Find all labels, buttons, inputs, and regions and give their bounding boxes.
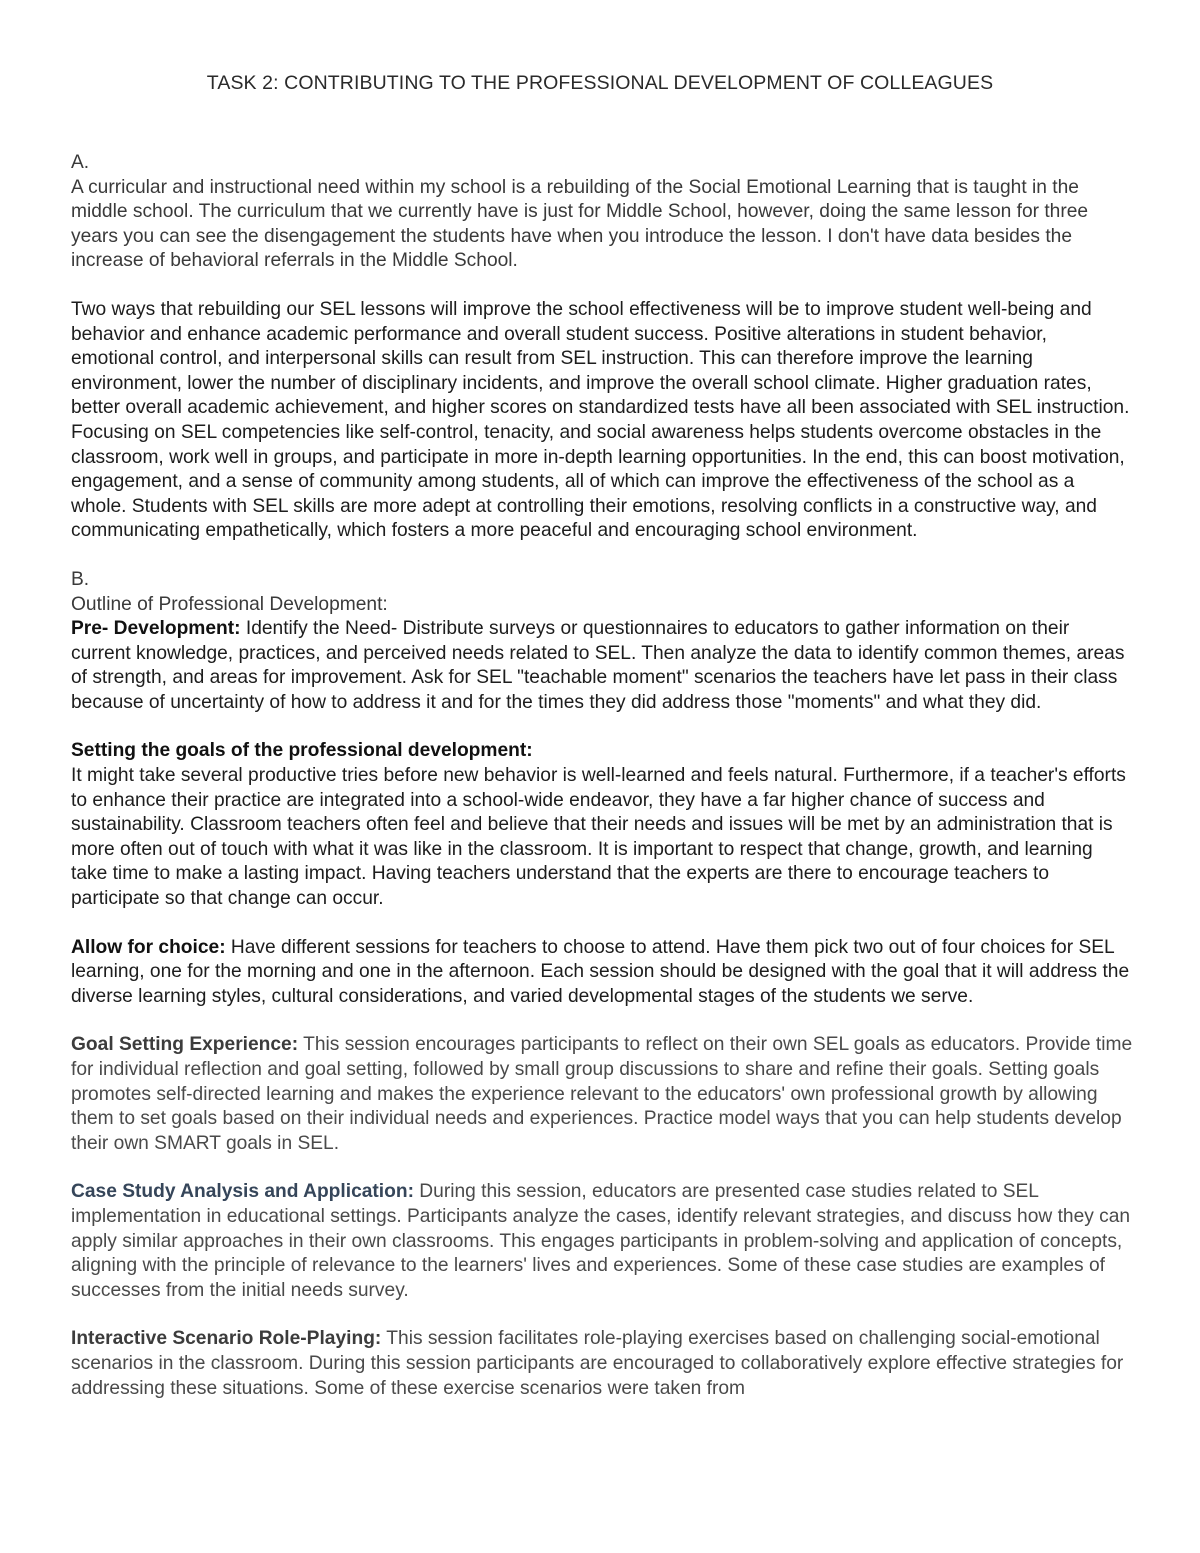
document-body [71, 151, 1133, 1401]
case-study-paragraph [71, 1180, 1133, 1303]
section-b-label: B. [71, 568, 90, 590]
role-playing-text: This session facilitates role-playing exercises based on challenging social-emotional scenarios in the classroom. During this session participants are encouraged to collaboratively explore effective strategies for addressing these situations. Some of these exercise scenarios were taken from [71, 1328, 1124, 1399]
outline-heading: Outline of Professional Development: [71, 593, 388, 615]
section-a-paragraph-1: A curricular and instructional need within my school is a rebuilding of the Social Emotional Learning that is taught in the middle school. The curriculum that we currently have is just for Middle School, however, doing the same lesson for three years you can see the disengagement the students have when you introduce the lesson. I don't have data besides the increase of behavioral referrals in the Middle School. [71, 176, 1089, 272]
goal-setting-paragraph [71, 1033, 1133, 1156]
goals-heading: Setting the goals of the professional development: [71, 740, 533, 762]
role-playing-paragraph [71, 1327, 1133, 1401]
goal-setting-label: Goal Setting Experience: [71, 1034, 299, 1056]
section-a-paragraph-2: Two ways that rebuilding our SEL lessons will improve the school effectiveness will be to improve student well-being and behavior and enhance academic performance and overall student success. Positive alterations in student behavior, emotional control, and interpersonal skills can result from SEL instruction. This can therefore improve the learning environment, lower the number of disciplinary incidents, and improve the overall school climate. Higher graduation rates, better overall academic achievement, and higher scores on standardized tests have all been associated with SEL instruction. Focusing on SEL competencies like self-control, tenacity, and social awareness helps students overcome obstacles in the classroom, work well in groups, and participate in more in-depth learning opportunities. In the end, this can boost motivation, engagement, and a sense of community among students, all of which can improve the effectiveness of the school as a whole. Students with SEL skills are more adept at controlling their emotions, resolving conflicts in a constructive way, and communicating empathetically, which fosters a more peaceful and encouraging school environment. [71, 298, 1130, 542]
role-playing-label: Interactive Scenario Role-Playing: [71, 1328, 382, 1350]
goals-paragraph: It might take several productive tries before new behavior is well-learned and feels natural. Furthermore, if a teacher's efforts to enhance their practice are integrated into a school-wide endeavor, they have a far higher chance of success and sustainability. Classroom teachers often feel and believe that their needs and issues will be met by an administration that is more often out of touch with what it was like in the classroom. It is important to respect that change, growth, and learning take time to make a lasting impact. Having teachers understand that the experts are there to encourage teachers to participate so that change can occur. [71, 765, 1126, 910]
document-title: TASK 2: CONTRIBUTING TO THE PROFESSIONAL DEVELOPMENT OF COLLEAGUES [206, 72, 994, 94]
pre-development-paragraph [71, 617, 1133, 715]
case-study-text: During this session, educators are presented case studies related to SEL implementation in educational settings. Participants analyze the cases, identify relevant strategies, and discuss how they can apply similar approaches in their own classrooms. This engages participants in problem-solving and application of concepts, aligning with the principle of relevance to the learners' lives and experiences. Some of these case studies are examples of successes from the initial needs survey. [71, 1181, 1131, 1301]
case-study-label: Case Study Analysis and Application: [71, 1181, 414, 1203]
pre-development-text: Identify the Need- Distribute surveys or questionnaires to educators to gather information on their current knowledge, practices, and perceived needs related to SEL. Then analyze the data to identify common themes, areas of strength, and areas for improvement. Ask for SEL "teachable moment" scenarios the teachers have let pass in their class because of uncertainty of how to address it and for the times they did address those "moments" and what they did. [71, 618, 1125, 713]
choice-paragraph [71, 936, 1133, 1010]
section-a-label: A. [71, 152, 90, 173]
choice-text: Have different sessions for teachers to choose to attend. Have them pick two out of four choices for SEL learning, one for the morning and one in the afternoon. Each session should be designed with the goal that it will address the diverse learning styles, cultural considerations, and varied developmental stages of the students we serve. [71, 936, 1130, 1007]
goal-setting-text: This session encourages participants to reflect on their own SEL goals as educators. Provide time for individual reflection and goal setting, followed by small group discussions to share and refine their goals. Setting goals promotes self-directed learning and makes the experience relevant to the educators' own professional growth by allowing them to set goals based on their individual needs and experiences. Practice model ways that you can help students develop their own SMART goals in SEL. [71, 1034, 1133, 1154]
choice-label: Allow for choice: [71, 936, 226, 958]
pre-development-label: Pre- Development: [71, 618, 241, 640]
